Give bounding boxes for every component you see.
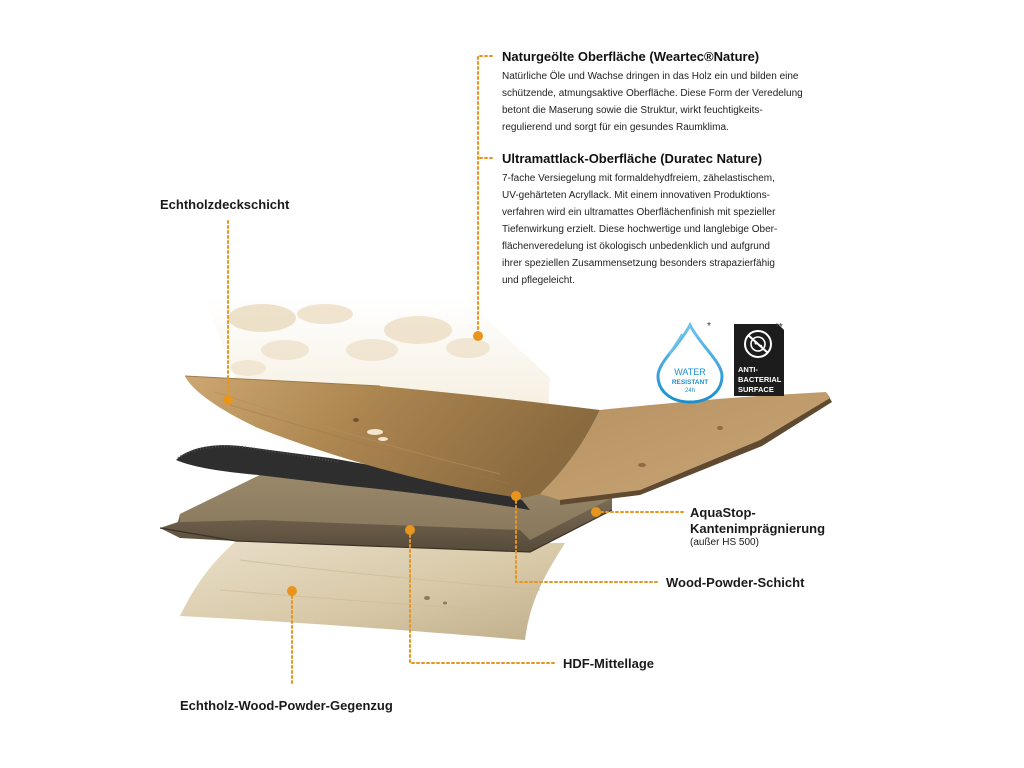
marker-top-layer xyxy=(223,395,233,405)
marker-weartec xyxy=(473,331,483,341)
water-badge-mark: * xyxy=(707,321,711,332)
label-aquastop xyxy=(690,505,825,549)
bacterial-badge-mark: ** xyxy=(775,322,783,333)
water-badge-line3: 24h xyxy=(684,388,696,394)
label-aquastop-note: (außer HS 500) xyxy=(690,537,759,548)
label-aquastop-line2: Kantenimprägnierung xyxy=(690,521,826,536)
marker-counter xyxy=(287,586,297,596)
label-top-layer: Echtholzdeckschicht xyxy=(160,197,290,212)
label-hdf: HDF-Mittellage xyxy=(563,656,654,671)
bacterial-badge-line3: SURFACE xyxy=(738,385,774,394)
info-weartec-title: Naturgeölte Oberfläche (Weartec®Nature) xyxy=(502,49,760,64)
label-aquastop-line1: AquaStop- xyxy=(690,505,756,520)
bacterial-badge-line2: BACTERIAL xyxy=(738,375,782,384)
label-counter-layer: Echtholz-Wood-Powder-Gegenzug xyxy=(180,698,393,713)
water-resistant-badge xyxy=(658,321,722,402)
info-weartec-body: Natürliche Öle und Wachse dringen in das Holz ein und bilden eine schützende, atmungsaktive Oberfläche. Diese Form der Veredelung betont die Maserung sowie die Struktur, wirkt feuchtigkeits- regulierend und sorgt für ein gesundes Raumklima. xyxy=(502,71,803,133)
info-duratec-title: Ultramattlack-Oberfläche (Duratec Nature) xyxy=(502,151,763,166)
info-duratec-body: 7-fache Versiegelung mit formaldehydfreiem, zähelastischem, UV-gehärteten Acryllack. Mit einem innovativen Produktions- verfahren wird ein ultramattes Oberflächenfinish mit spezieller Tiefenwirkung erzielt. Diese hochwertige und langlebige Ober- flächenveredelung ist ökologisch unbedenklich und aufgrund ihrer speziellen Zusammensetzung besonders strapazierfähig und pflegeleicht. xyxy=(502,173,778,286)
marker-aquastop xyxy=(591,507,601,517)
anti-bacterial-badge xyxy=(734,322,784,396)
marker-hdf xyxy=(405,525,415,535)
water-badge-line1: WATER xyxy=(674,367,706,377)
leader-weartec xyxy=(478,56,492,336)
info-duratec xyxy=(502,150,832,289)
marker-wood-powder xyxy=(511,491,521,501)
counter-layer-veneer xyxy=(180,541,565,640)
water-badge-line2: RESISTANT xyxy=(671,379,709,386)
bacterial-badge-line1: ANTI- xyxy=(738,365,758,374)
label-wood-powder: Wood-Powder-Schicht xyxy=(666,575,805,590)
info-weartec xyxy=(502,48,832,136)
